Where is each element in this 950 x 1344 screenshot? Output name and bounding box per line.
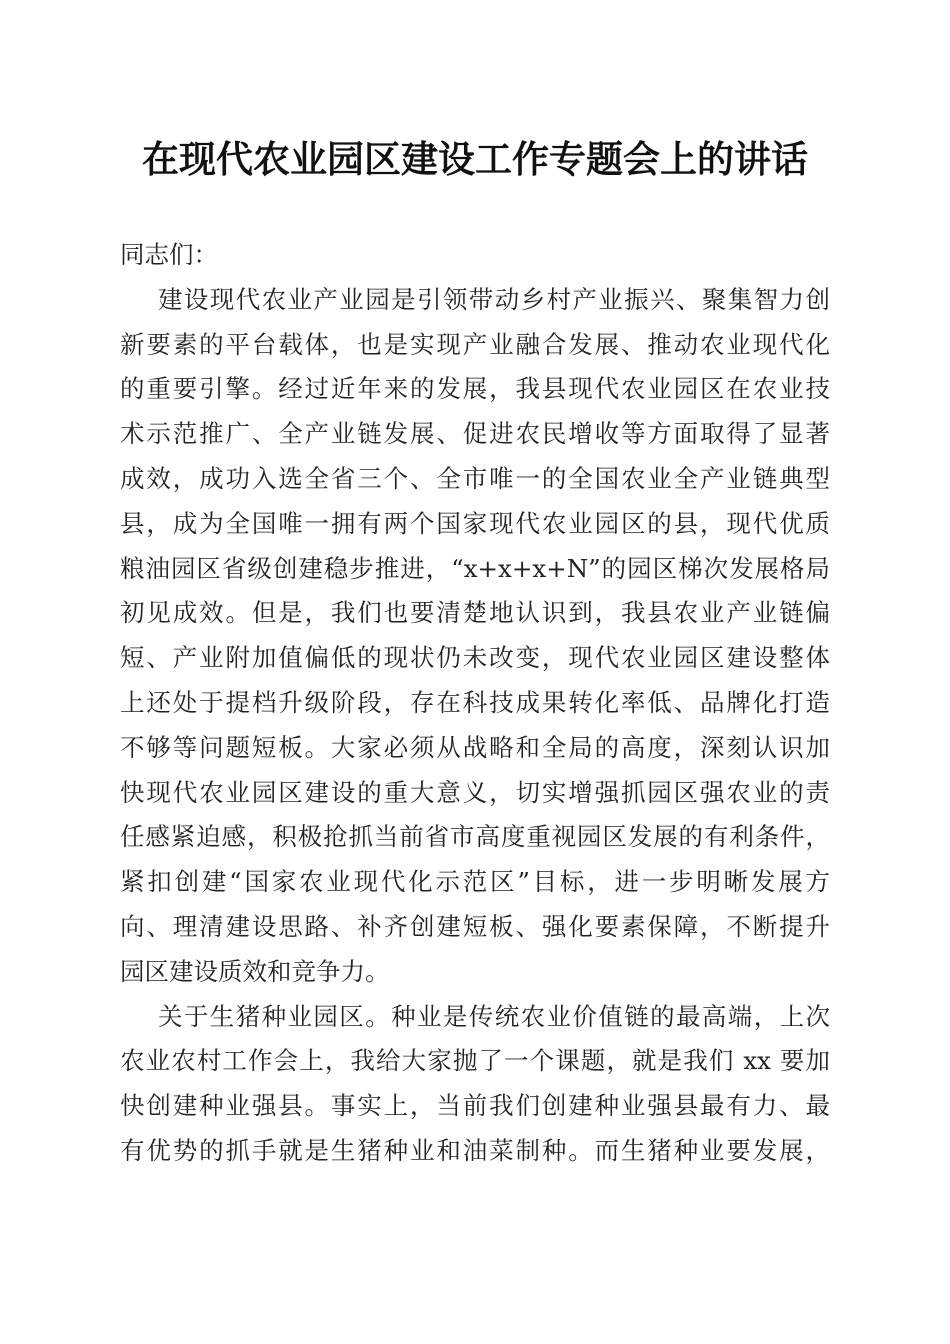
paragraph-line: 不够等问题短板。大家必须从战略和全局的高度，深刻认识加: [120, 732, 830, 762]
paragraph-line: 向、理清建设思路、补齐创建短板、强化要素保障，不断提升: [120, 911, 830, 941]
paragraph-line: 上还处于提档升级阶段，存在科技成果转化率低、品牌化打造: [120, 687, 830, 717]
salutation: 同志们：: [120, 240, 218, 269]
paragraph-line: 的重要引擎。经过近年来的发展，我县现代农业园区在农业技: [120, 374, 830, 404]
paragraph-line: 短、产业附加值偏低的现状仍未改变，现代农业园区建设整体: [120, 643, 830, 673]
paragraph-line: 农业农村工作会上，我给大家抛了一个课题，就是我们 xx 要加: [120, 1046, 830, 1076]
paragraph-line: 紧扣创建“国家农业现代化示范区”目标，进一步明晰发展方: [120, 867, 830, 897]
paragraph-line: 快现代农业园区建设的重大意义，切实增强抓园区强农业的责: [120, 777, 830, 807]
paragraph-line: 术示范推广、全产业链发展、促进农民增收等方面取得了显著: [120, 419, 830, 449]
paragraph-line: 粮油园区省级创建稳步推进，“x+x+x+N”的园区梯次发展格局: [120, 553, 830, 583]
document-title: 在现代农业园区建设工作专题会上的讲话: [142, 137, 808, 181]
paragraph-line: 县，成为全国唯一拥有两个国家现代农业园区的县，现代优质: [120, 508, 830, 538]
paragraph-line: 新要素的平台载体，也是实现产业融合发展、推动农业现代化: [120, 329, 830, 359]
paragraph-line: 初见成效。但是，我们也要清楚地认识到，我县农业产业链偏: [120, 598, 830, 628]
paragraph-line: 快创建种业强县。事实上，当前我们创建种业强县最有力、最: [120, 1091, 830, 1121]
paragraph-line: 成效，成功入选全省三个、全市唯一的全国农业全产业链典型: [120, 463, 830, 493]
paragraph-line: 园区建设质效和竞争力。: [120, 956, 390, 986]
paragraph-line: 有优势的抓手就是生猪种业和油菜制种。而生猪种业要发展，: [120, 1135, 830, 1165]
document-body: [120, 233, 830, 1174]
paragraph-2: [120, 995, 830, 1174]
paragraph-line: 关于生猪种业园区。种业是传统农业价值链的最高端，上次: [158, 1001, 830, 1031]
paragraph-1: [120, 278, 830, 995]
paragraph-line: 任感紧迫感，积极抢抓当前省市高度重视园区发展的有利条件，: [120, 822, 830, 852]
paragraph-line: 建设现代农业产业园是引领带动乡村产业振兴、聚集智力创: [158, 284, 830, 314]
